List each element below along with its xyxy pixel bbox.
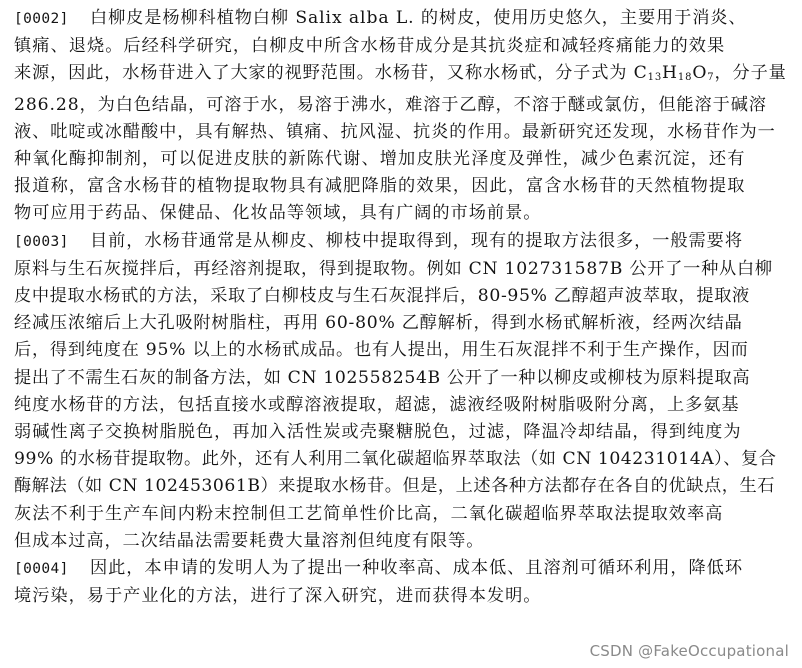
text-line: 纯度水杨苷的方法，包括直接水或醇溶液提取，超滤，滤液经吸附树脂吸附分离，上多氨基 xyxy=(14,394,740,415)
text-line: 皮中提取水杨甙的方法，采取了白柳枝皮与生石灰混拌后，80-95% 乙醇超声波萃取，提取液 xyxy=(14,286,750,307)
line-text: 目前，水杨苷通常是从柳皮、柳枝中提取得到，现有的提取方法很多，一般需要将 xyxy=(90,230,743,251)
formula-suffix: ，分子量 xyxy=(714,63,787,84)
line-text: 因此，本申请的发明人为了提出一种收率高、成本低、且溶剂可循环利用，降低环 xyxy=(90,558,743,579)
csdn-watermark: CSDN @FakeOccupational xyxy=(589,642,789,660)
text-line: 286.28，为白色结晶，可溶于水，易溶于沸水，难溶于乙醇，不溶于醚或氯仿，但能溶于碱溶 xyxy=(14,94,767,115)
text-line: 酶解法（如 CN 102453061B）来提取水杨苷。但是，上述各种方法都存在各自的优缺点，生石 xyxy=(14,476,775,497)
text-line xyxy=(14,228,790,256)
paragraph-0004 xyxy=(14,555,790,610)
text-line: 提出了不需生石灰的制备方法，如 CN 102558254B 公开了一种以柳皮或柳枝为原料提取高 xyxy=(14,367,751,388)
text-line: 但成本过高，二次结晶法需要耗费大量溶剂但纯度有限等。 xyxy=(14,530,485,551)
text-line: 后，得到纯度在 95% 以上的水杨甙成品。也有人提出，用生石灰混拌不利于生产操作，因而 xyxy=(14,340,749,361)
text-line: 报道称，富含水杨苷的植物提取物具有减肥降脂的效果，因此，富含水杨苷的天然植物提取 xyxy=(14,176,746,197)
paragraph-number: [0004] xyxy=(14,561,69,578)
text-line xyxy=(14,555,790,583)
text-line: 原料与生石灰搅拌后，再经溶剂提取，得到提取物。例如 CN 102731587B 公开了一种从白柳 xyxy=(14,258,773,279)
paragraph-number: [0003] xyxy=(14,233,69,250)
text-line-formula: 来源，因此，水杨苷进入了大家的视野范围。水杨苷，又称水杨甙，分子式为 C13H18O7，分子量 xyxy=(14,63,787,84)
formula-o-count: 7 xyxy=(707,72,715,84)
text-line: 弱碱性离子交换树脂脱色，再加入活性炭或壳聚糖脱色，过滤，降温冷却结晶，得到纯度为 xyxy=(14,422,742,443)
paragraph-number: [0002] xyxy=(14,11,69,27)
text-line: 镇痛、退烧。后经科学研究，白柳皮中所含水杨苷成分是其抗炎症和减轻疼痛能力的效果 xyxy=(14,36,726,57)
text-line: 液、吡啶或冰醋酸中，具有解热、镇痛、抗风湿、抗炎的作用。最新研究还发现，水杨苷作为一 xyxy=(14,121,776,142)
text-line: 物可应用于药品、保健品、化妆品等领域，具有广阔的市场前景。 xyxy=(14,203,542,224)
text-line xyxy=(14,5,790,33)
text-line: 灰法不利于生产车间内粉末控制但工艺简单性价比高，二氧化碳超临界萃取法提取效率高 xyxy=(14,503,724,524)
formula-prefix: 水杨苷，又称水杨甙，分子式为 C xyxy=(374,63,648,84)
formula-h-count: 18 xyxy=(677,72,693,84)
paragraph-0003 xyxy=(14,228,790,555)
text-line: 经减压浓缩后上大孔吸附树脂柱，再用 60-80% 乙醇解析，得到水杨甙解析液，经两次结晶 xyxy=(14,313,743,334)
line-text: 白柳皮是杨柳科植物白柳 Salix alba L. 的树皮，使用历史悠久，主要用于消炎、 xyxy=(90,8,747,28)
text-line: 99% 的水杨苷提取物。此外，还有人利用二氧化碳超临界萃取法（如 CN 104231014A）、复合 xyxy=(14,449,777,470)
document-page xyxy=(14,5,790,610)
formula-c-count: 13 xyxy=(647,72,663,84)
text-line: 境污染，易于产业化的方法，进行了深入研究，进而获得本发明。 xyxy=(14,586,542,607)
paragraph-0002 xyxy=(14,5,790,228)
text-line: 种氧化酶抑制剂，可以促进皮肤的新陈代谢、增加皮肤光泽度及弹性，减少色素沉淀，还有 xyxy=(14,149,746,170)
